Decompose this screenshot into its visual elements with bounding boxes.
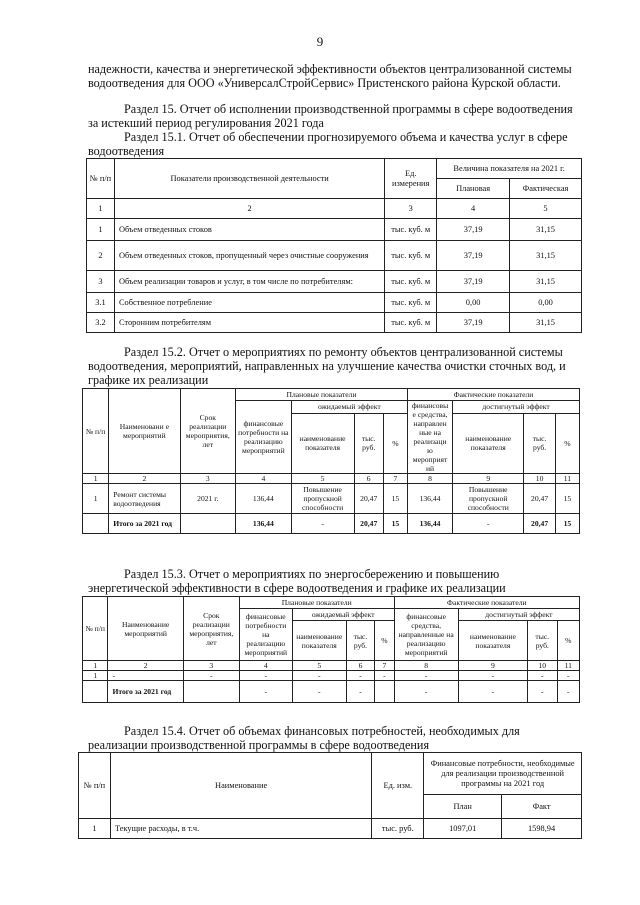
header-num: № п/п <box>87 159 115 199</box>
table-15-4 <box>78 752 582 839</box>
total-cell: - <box>346 681 375 703</box>
col-number: 7 <box>383 474 407 484</box>
col-number: 1 <box>83 661 108 671</box>
header-fin-spent: финансовы е средства, направлен ные на реализаци ю мероприят ий <box>407 401 452 474</box>
header-fact: Факт <box>502 795 582 819</box>
table-row <box>87 313 582 333</box>
header-indicator-name: наименование показателя <box>292 621 346 661</box>
total-label: Итого за 2021 год <box>109 514 180 534</box>
empty-cell <box>83 514 109 534</box>
header-name: Наименовани е мероприятий <box>109 389 180 474</box>
header-value-group: Величина показателя на 2021 г. <box>437 159 582 179</box>
total-cell: - <box>394 681 458 703</box>
total-label: Итого за 2021 год <box>108 681 183 703</box>
row-num: 1 <box>83 484 109 514</box>
row-unit: тыс. куб. м <box>385 313 437 333</box>
col-number: 2 <box>109 474 180 484</box>
col-number: 1 <box>87 199 115 219</box>
row-unit: тыс. куб. м <box>385 271 437 293</box>
row-cell: - <box>108 671 183 681</box>
row-cell: - <box>394 671 458 681</box>
header-planned: Плановая <box>437 179 510 199</box>
row-num: 2 <box>87 241 115 271</box>
header-thous-rub: тыс. руб. <box>524 413 555 474</box>
total-rub: 20,47 <box>354 514 383 534</box>
row-name: Текущие расходы, в т.ч. <box>110 819 371 839</box>
col-number: 6 <box>346 661 375 671</box>
row-unit: тыс. куб. м <box>385 241 437 271</box>
header-thous-rub: тыс. руб. <box>354 413 383 474</box>
header-num: № п/п <box>83 597 108 661</box>
row-pct: 15 <box>555 484 579 514</box>
header-planned-group: Плановые показатели <box>236 389 408 401</box>
total-fin: 136,44 <box>236 514 292 534</box>
row-unit: тыс. куб. м <box>385 219 437 241</box>
header-actual-group: Фактические показатели <box>407 389 579 401</box>
header-planned-group: Плановые показатели <box>239 597 394 609</box>
row-cell: - <box>375 671 394 681</box>
total-cell: - <box>557 681 579 703</box>
section-15-title: Раздел 15. Отчет об исполнении производственной программы в сфере водоотведения за истекший период регулирования 2021 года <box>88 102 573 130</box>
row-num: 3.2 <box>87 313 115 333</box>
col-number: 3 <box>385 199 437 219</box>
row-cell: - <box>528 671 558 681</box>
header-percent: % <box>375 621 394 661</box>
row-fact: 31,15 <box>510 219 582 241</box>
header-percent: % <box>383 413 407 474</box>
table-row <box>79 819 582 839</box>
table-row <box>87 293 582 313</box>
row-cell: 1 <box>83 671 108 681</box>
col-number: 10 <box>524 474 555 484</box>
table-row <box>87 271 582 293</box>
row-name: Собственное потребление <box>114 293 384 313</box>
table-15-2 <box>82 388 580 534</box>
section-15-1-title: Раздел 15.1. Отчет об обеспечении прогнозируемого объема и качества услуг в сфере водоотведения <box>88 130 568 158</box>
total-pct: 15 <box>555 514 579 534</box>
row-name: Сторонним потребителям <box>114 313 384 333</box>
header-term: Срок реализации мероприятия, лет <box>183 597 239 661</box>
header-achieved-effect: достигнутый эффект <box>458 609 579 621</box>
col-number: 11 <box>555 474 579 484</box>
row-unit: тыс. руб. <box>372 819 424 839</box>
header-num: № п/п <box>83 389 109 474</box>
row-cell: - <box>346 671 375 681</box>
col-number: 7 <box>375 661 394 671</box>
section-15-2-title: Раздел 15.2. Отчет о мероприятиях по ремонту объектов централизованной системы водоотведения, мероприятий, направленных на улучшение качества очистки сточных вод, и графике их реализации <box>88 345 566 387</box>
row-name: Объем отведенных стоков <box>114 219 384 241</box>
intro-paragraph: надежности, качества и энергетической эффективности объектов централизованной системы водоотведения для ООО «УниверсалСтройСервис» Пристенского района Курской области. <box>88 62 572 90</box>
row-term: 2021 г. <box>180 484 236 514</box>
col-number: 2 <box>108 661 183 671</box>
table-row <box>83 671 580 681</box>
table-row <box>83 484 580 514</box>
row-cell: - <box>239 671 292 681</box>
row-num: 3.1 <box>87 293 115 313</box>
page-number: 9 <box>316 34 324 49</box>
row-cell: - <box>557 671 579 681</box>
header-percent: % <box>557 621 579 661</box>
row-fact: 31,15 <box>510 241 582 271</box>
header-achieved-effect: достигнутый эффект <box>453 401 580 414</box>
header-fin-need: финансовые потребности на реализацию мероприятий <box>236 401 292 474</box>
section-15-4-title: Раздел 15.4. Отчет об объемах финансовых потребностей, необходимых для реализации производственной программы в сфере водоотведения <box>88 724 520 752</box>
row-cell: - <box>458 671 527 681</box>
col-number: 3 <box>180 474 236 484</box>
table-15-3 <box>82 596 580 703</box>
col-number: 4 <box>239 661 292 671</box>
header-name: Наименование <box>110 753 371 819</box>
col-number: 5 <box>292 661 346 671</box>
row-cell: - <box>292 671 346 681</box>
row-name: Объем реализации товаров и услуг, в том числе по потребителям: <box>114 271 384 293</box>
row-num: 3 <box>87 271 115 293</box>
header-indicator-name: наименование показателя <box>458 621 527 661</box>
total-cell: - <box>528 681 558 703</box>
row-num: 1 <box>87 219 115 241</box>
header-actual: Фактическая <box>510 179 582 199</box>
col-number: 8 <box>394 661 458 671</box>
total-effect-name: - <box>291 514 354 534</box>
header-plan: План <box>424 795 502 819</box>
row-rub: 20,47 <box>524 484 555 514</box>
row-pct: 15 <box>383 484 407 514</box>
table-15-1 <box>86 158 582 333</box>
header-thous-rub: тыс. руб. <box>528 621 558 661</box>
col-number: 2 <box>114 199 384 219</box>
header-actual-group: Фактические показатели <box>394 597 579 609</box>
header-expected-effect: ожидаемый эффект <box>291 401 407 414</box>
row-plan: 37,19 <box>437 313 510 333</box>
header-indicator: Показатели производственной деятельности <box>114 159 384 199</box>
row-plan: 0,00 <box>437 293 510 313</box>
row-fact: 31,15 <box>510 271 582 293</box>
header-num: № п/п <box>79 753 111 819</box>
header-unit: Ед. измерения <box>385 159 437 199</box>
col-number: 9 <box>458 661 527 671</box>
row-name: Ремонт системы водоотведения <box>109 484 180 514</box>
row-plan: 37,19 <box>437 219 510 241</box>
table-row <box>87 241 582 271</box>
row-rub: 20,47 <box>354 484 383 514</box>
row-plan: 37,19 <box>437 271 510 293</box>
table-row-total <box>83 681 580 703</box>
row-plan: 1097,01 <box>424 819 502 839</box>
col-number: 4 <box>437 199 510 219</box>
empty-cell <box>183 681 239 703</box>
total-cell: - <box>239 681 292 703</box>
header-thous-rub: тыс. руб. <box>346 621 375 661</box>
row-fact: 0,00 <box>510 293 582 313</box>
row-name: Объем отведенных стоков, пропущенный через очистные сооружения <box>114 241 384 271</box>
col-number: 5 <box>510 199 582 219</box>
header-indicator-name: наименование показателя <box>291 413 354 474</box>
total-effect-name: - <box>453 514 524 534</box>
header-term: Срок реализации мероприятия, лет <box>180 389 236 474</box>
row-effect-name: Повышение пропускной способности <box>453 484 524 514</box>
header-fin-spent: финансовые средства, направленные на реализацию мероприятий <box>394 609 458 661</box>
row-fact: 31,15 <box>510 313 582 333</box>
total-cell: - <box>458 681 527 703</box>
col-number: 8 <box>407 474 452 484</box>
header-name: Наименование мероприятий <box>108 597 183 661</box>
header-indicator-name: наименование показателя <box>453 413 524 474</box>
row-unit: тыс. куб. м <box>385 293 437 313</box>
row-fin-spent: 136,44 <box>407 484 452 514</box>
col-number: 4 <box>236 474 292 484</box>
row-plan: 37,19 <box>437 241 510 271</box>
row-effect-name: Повышение пропускной способности <box>291 484 354 514</box>
row-cell: - <box>183 671 239 681</box>
col-number: 10 <box>528 661 558 671</box>
empty-cell <box>83 681 108 703</box>
empty-cell <box>180 514 236 534</box>
col-number: 11 <box>557 661 579 671</box>
col-number: 6 <box>354 474 383 484</box>
total-fin-spent: 136,44 <box>407 514 452 534</box>
row-fact: 1598,94 <box>502 819 582 839</box>
col-number: 5 <box>291 474 354 484</box>
header-group: Финансовые потребности, необходимые для реализации производственной программы на 2021 год <box>424 753 582 795</box>
col-number: 9 <box>453 474 524 484</box>
table-row <box>87 219 582 241</box>
header-percent: % <box>555 413 579 474</box>
header-expected-effect: ожидаемый эффект <box>292 609 394 621</box>
header-fin-need: финансовые потребности на реализацию мероприятий <box>239 609 292 661</box>
total-rub: 20,47 <box>524 514 555 534</box>
total-cell: - <box>292 681 346 703</box>
row-num: 1 <box>79 819 111 839</box>
empty-cell <box>375 681 394 703</box>
total-pct: 15 <box>383 514 407 534</box>
table-row-total <box>83 514 580 534</box>
section-15-3-title: Раздел 15.3. Отчет о мероприятиях по энергосбережению и повышению энергетической эффективности в сфере водоотведения и графике их реализации <box>88 567 506 595</box>
row-fin: 136,44 <box>236 484 292 514</box>
col-number: 3 <box>183 661 239 671</box>
col-number: 1 <box>83 474 109 484</box>
header-unit: Ед. изм. <box>372 753 424 819</box>
